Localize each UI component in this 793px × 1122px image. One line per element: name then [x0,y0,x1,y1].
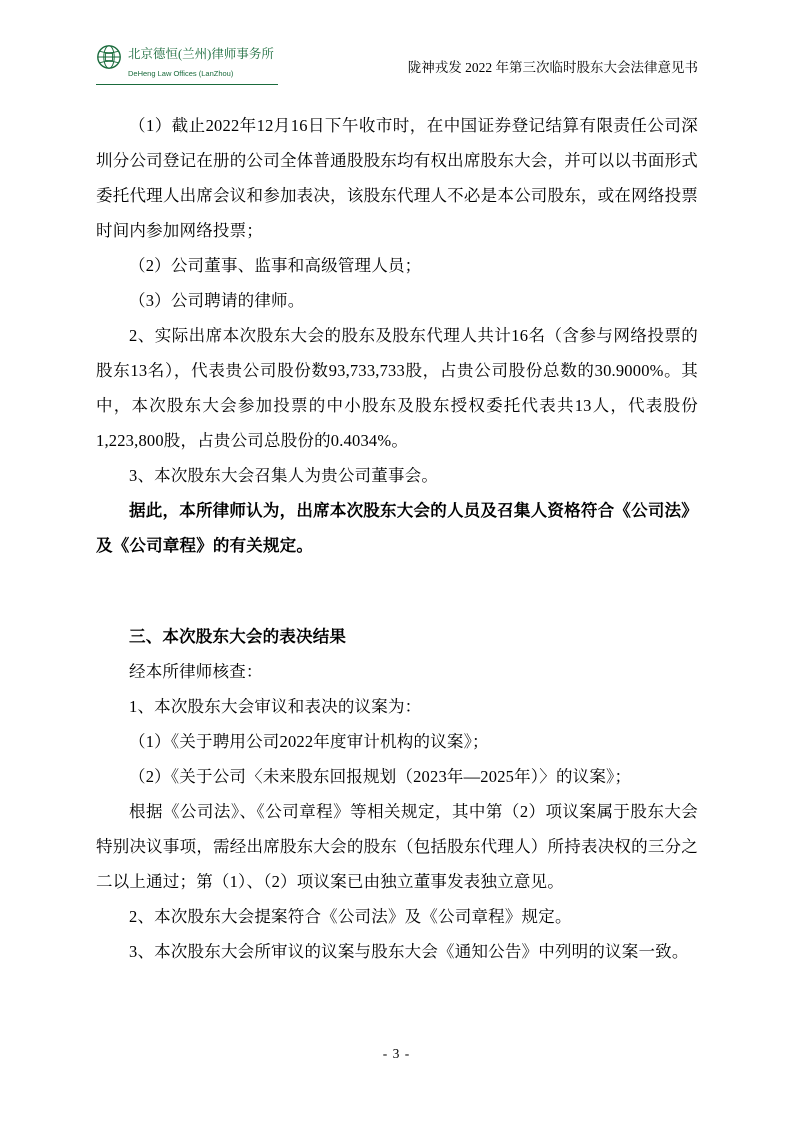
deheng-globe-logo-icon [96,44,122,70]
paragraph-vote-2: 2、本次股东大会提案符合《公司法》及《公司章程》规定。 [129,907,572,926]
section-spacer [96,563,698,619]
firm-logo-block [96,44,278,85]
document-header-title: 陇神戎发 2022 年第三次临时股东大会法律意见书 [407,60,698,75]
section-three-title: 三、本次股东大会的表决结果 [129,627,347,646]
paragraph-vote-3: 3、本次股东大会所审议的议案与股东大会《通知公告》中列明的议案一致。 [129,942,689,961]
paragraph-verify-intro: 经本所律师核查： [129,662,263,681]
firm-name-cn: 北京德恒(兰州)律师事务所 [128,47,274,61]
page-header [96,44,698,84]
paragraph-item-1-2: （2）公司董事、监事和高级管理人员； [129,256,422,275]
paragraph-item-2: 2、实际出席本次股东大会的股东及股东代理人共计16名（含参与网络投票的股东13名），代表贵公司股份数93,733,733股，占贵公司股份总数的30.9000%。其中，本次股东大会参加投票的中小股东及股东授权委托代表共13人，代表股份1,223,800股，占贵公司总股份的0.4034%。 [96,326,698,450]
paragraph-item-1-3: （3）公司聘请的律师。 [129,291,305,310]
paragraph-vote-1-2: （2）《关于公司〈未来股东回报规划（2023年—2025年）〉的议案》； [129,767,632,786]
firm-name-group [128,44,274,82]
paragraph-item-3: 3、本次股东大会召集人为贵公司董事会。 [129,466,439,485]
paragraph-conclusion: 据此，本所律师认为，出席本次股东大会的人员及召集人资格符合《公司法》及《公司章程》的有关规定。 [96,501,698,555]
paragraph-vote-1: 1、本次股东大会审议和表决的议案为： [129,697,422,716]
paragraph-item-1-1: （1）截止2022年12月16日下午收市时，在中国证券登记结算有限责任公司深圳分公司登记在册的公司全体普通股股东均有权出席股东大会，并可以以书面形式委托代理人出席会议和参加表决，该股东代理人不必是本公司股东，或在网络投票时间内参加网络投票； [96,116,698,240]
paragraph-vote-basis: 根据《公司法》、《公司章程》等相关规定，其中第（2）项议案属于股东大会特别决议事项，需经出席股东大会的股东（包括股东代理人）所持表决权的三分之二以上通过；第（1）、（2）项议案已由独立董事发表独立意见。 [96,802,698,891]
firm-name-en: DeHeng Law Offices (LanZhou) [128,69,234,79]
paragraph-vote-1-1: （1）《关于聘用公司2022年度审计机构的议案》； [129,732,489,751]
page-number-footer: - 3 - [382,1046,411,1061]
document-body [96,108,698,969]
